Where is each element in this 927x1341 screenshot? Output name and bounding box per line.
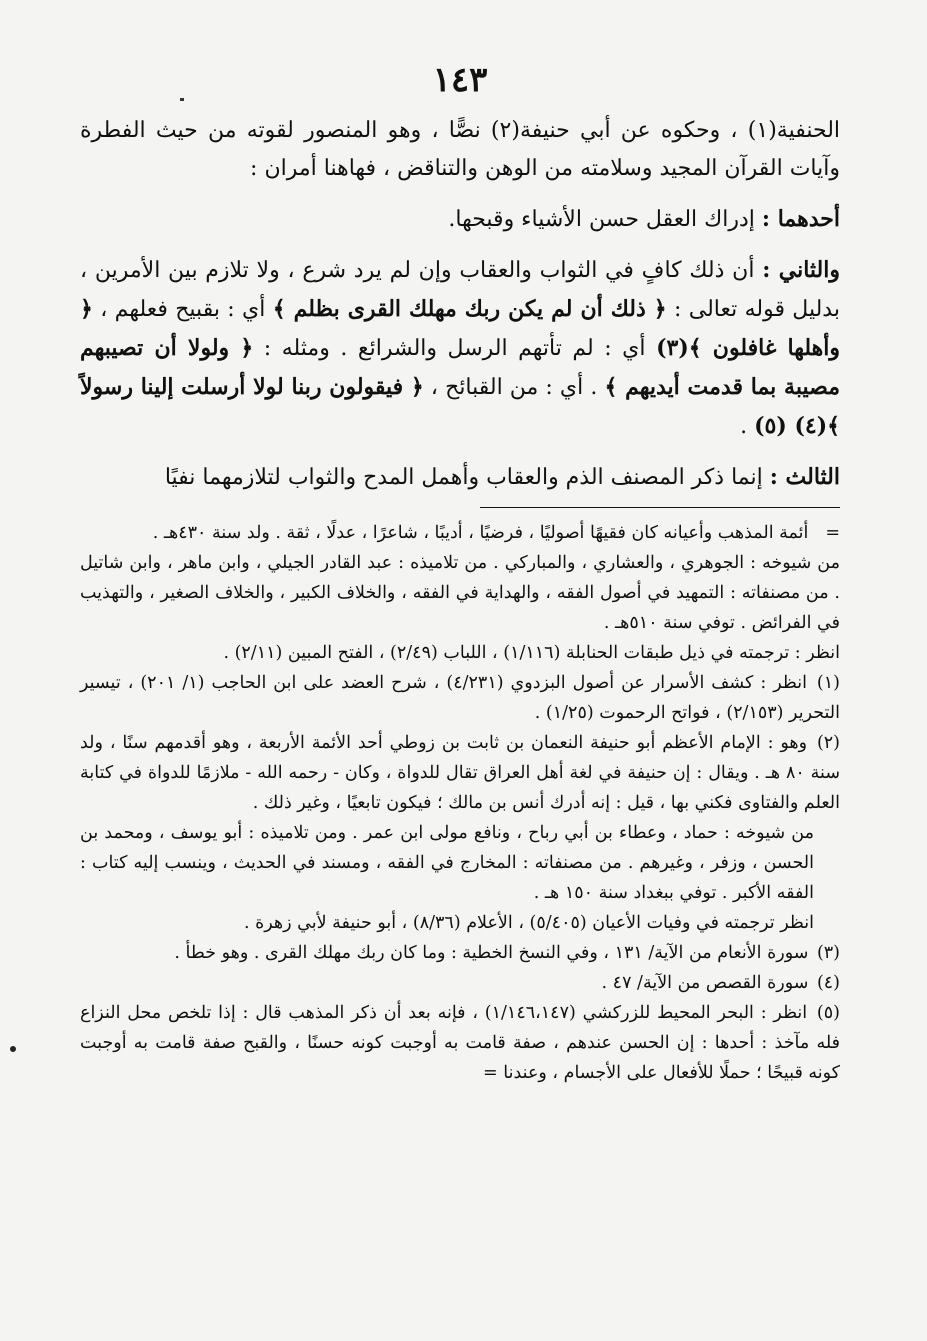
quran-verse-4: ﴿ فيقولون ربنا لولا أرسلت إلينا رسولاً ﴾(٤) (٥) — [80, 374, 840, 439]
quran-verse-1: ﴿ ذلك أن لم يكن ربك مهلك القرى بظلم ﴾ — [272, 296, 667, 322]
footnote-text: وهو : الإمام الأعظم أبو حنيفة النعمان بن ثابت بن زوطي أحد الأئمة الأربعة ، وهو أقدمهم سنًا ، ولد سنة ٨٠ هـ . ويقال : إن حنيفة في لغة أهل العراق تقال للدواة ، وكان - رحمه الله - ملازمًا للدواة في كتابة العلم والفتاوى فكني بها ، قيل : إنه أدرك أنس بن مالك ؛ فيكون تابعيًا ، وغير ذلك . — [80, 733, 841, 813]
paragraph-2-text: إدراك العقل حسن الأشياء وقبحها. — [448, 207, 755, 232]
footnote — [80, 968, 840, 998]
quran-verse-3: ﴿ ولولا أن تصيبهم مصيبة بما قدمت أيديهم ﴾ — [80, 335, 840, 400]
paragraph-4-text: إنما ذكر المصنف الذم والعقاب وأهمل المدح والثواب لتلازمهما نفيًا — [164, 465, 763, 490]
footnote-text: أئمة المذهب وأعيانه كان فقيهًا أصوليًا ، فرضيًا ، أديبًا ، شاعرًا ، عدلًا ، ثقة . ولد سنة ٤٣٠هـ . — [152, 523, 809, 543]
paragraph-2 — [80, 200, 840, 239]
footnote-marker: = — [825, 523, 840, 543]
footnote-marker: (٣) — [816, 943, 840, 963]
scan-dot — [10, 1046, 16, 1052]
paragraph-3 — [80, 251, 840, 446]
page-number: ١٤٣ — [432, 60, 488, 100]
footnote-text: من شيوخه : الجوهري ، والعشاري ، والمباركي . من تلاميذه : عبد القادر الجيلي ، وابن ماهر ، وابن شاتيل . من مصنفاته : التمهيد في أصول الفقه ، والهداية في الفقه ، والخلاف الكبير ، والخلاف الصغير ، والتهذيب في الفرائض . توفي سنة ٥١٠هـ . — [80, 553, 840, 633]
footnote-separator — [480, 507, 840, 508]
footnote-marker: (١) — [816, 673, 840, 693]
main-text — [80, 112, 840, 497]
paragraph-3-end: . — [740, 414, 748, 439]
footnote — [80, 908, 840, 938]
paragraph-3-text-c: أي : لم تأتهم الرسل والشرائع . ومثله : — [263, 336, 646, 361]
paragraph-3-text-a: أن ذلك كافٍ في الثواب والعقاب وإن لم يرد شرع ، ولا تلازم بين الأمرين ، بدليل قوله تعالى : — [80, 258, 840, 322]
paragraph-4 — [80, 458, 840, 497]
footnote — [80, 728, 840, 818]
paragraph-2-label: أحدهما : — [761, 206, 840, 232]
footnote-text: انظر : البحر المحيط للزركشي (١/١٤٦،١٤٧) ، فإنه بعد أن ذكر المذهب قال : إذا تلخص محل النزاع فله مآخذ : أحدها : إن الحسن عندهم ، صفة قامت به أوجبت كونه حسنًا ، والقبح صفة قامت به أوجبت كونه قبيحًا ؛ حملًا للأفعال على الأجسام ، وعندنا = — [80, 1003, 840, 1083]
quran-verse-2: ﴿ وأهلها غافلون ﴾(٣) — [80, 296, 840, 361]
footnote-marker: (٢) — [816, 733, 840, 753]
footnote-text: من شيوخه : حماد ، وعطاء بن أبي رباح ، ونافع مولى ابن عمر . ومن تلاميذه : أبو يوسف ، ومحمد بن الحسن ، وزفر ، وغيرهم . من مصنفاته : المخارج في الفقه ، ومسند في الحديث ، وينسب إليه كتاب : الفقه الأكبر . توفي ببغداد سنة ١٥٠ هـ . — [80, 823, 814, 903]
paragraph-3-text-b: أي : بقبيح فعلهم ، — [100, 297, 266, 322]
footnote — [80, 668, 840, 728]
paragraph-3-label: والثاني : — [762, 257, 840, 283]
footnote-text: انظر : كشف الأسرار عن أصول البزدوي (٤/٢٣١) ، شرح العضد على ابن الحاجب (١/ ٢٠١) ، تيسير التحرير (٢/١٥٣) ، فواتح الرحموت (١/٢٥) . — [80, 673, 840, 723]
footnote-marker: (٥) — [816, 1003, 840, 1023]
footnote — [80, 518, 840, 548]
footnote-marker: (٤) — [816, 973, 840, 993]
footnote-text: انظر ترجمته في وفيات الأعيان (٥/٤٠٥) ، الأعلام (٨/٣٦) ، أبو حنيفة لأبي زهرة . — [243, 913, 814, 933]
footnote — [80, 998, 840, 1088]
footnote-text: انظر : ترجمته في ذيل طبقات الحنابلة (١/١١٦) ، اللباب (٢/٤٩) ، الفتح المبين (٢/١١) . — [223, 643, 840, 663]
footnote — [80, 938, 840, 968]
paragraph-3-text-d: . أي : من القبائح ، — [430, 375, 598, 400]
footnote — [80, 548, 840, 638]
footnote — [80, 638, 840, 668]
document-page — [80, 60, 840, 1330]
footnote-text: سورة القصص من الآية/ ٤٧ . — [601, 973, 809, 993]
footnote — [80, 818, 840, 908]
footnotes — [80, 518, 840, 1088]
paragraph-4-label: الثالث : — [769, 464, 840, 490]
paragraph-1: الحنفية(١) ، وحكوه عن أبي حنيفة(٢) نصًّا ، وهو المنصور لقوته من حيث الفطرة وآيات القرآن المجيد وسلامته من الوهن والتناقض ، فهاهنا أمران : — [80, 118, 841, 181]
footnote-text: سورة الأنعام من الآية/ ١٣١ ، وفي النسخ الخطية : وما كان ربك مهلك القرى . وهو خطأ . — [174, 943, 809, 963]
